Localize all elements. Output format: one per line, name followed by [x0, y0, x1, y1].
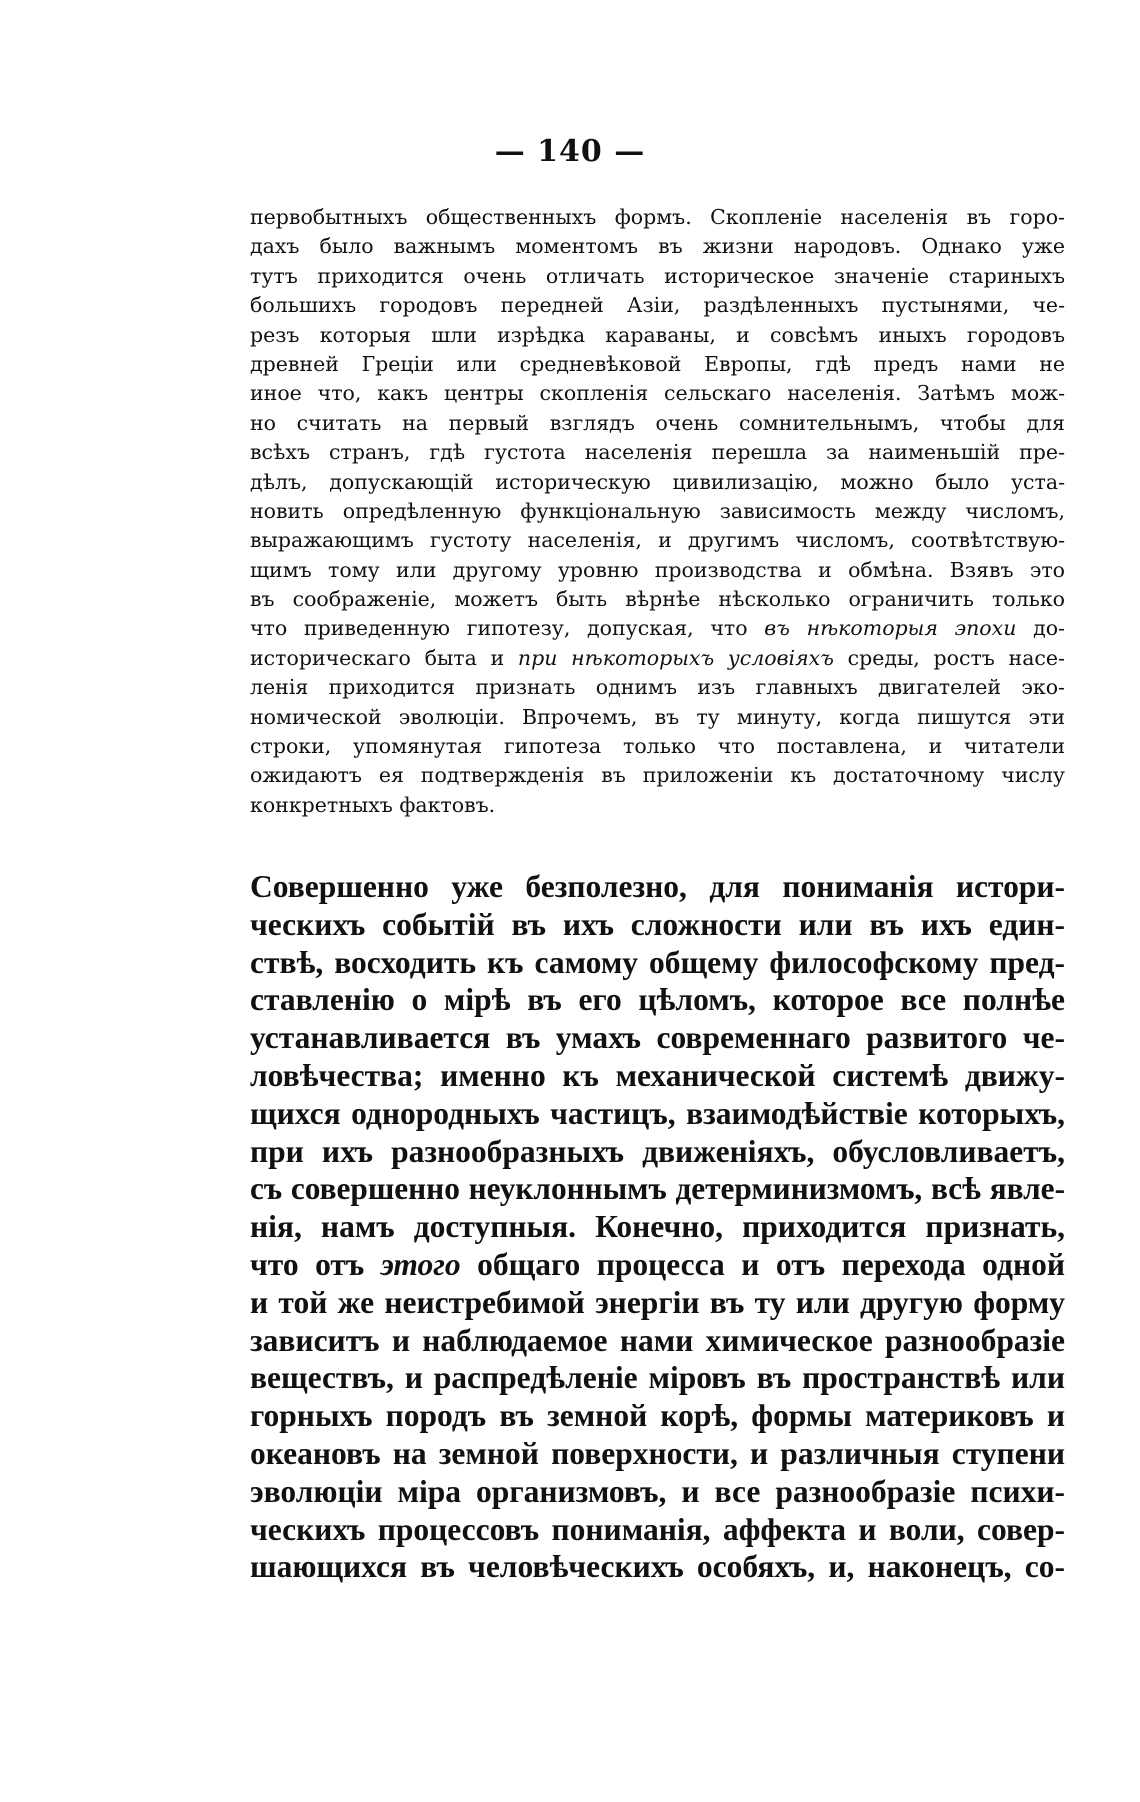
text-line: ставленію о мірѣ въ его цѣломъ, которое все полнѣе — [250, 982, 1065, 1018]
text-line-with-italic — [250, 644, 1065, 673]
text-line-with-italic — [250, 1246, 1065, 1284]
text-line: зависитъ и наблюдаемое нами химическое разнообразіе — [250, 1322, 1065, 1358]
text-line: тутъ приходится очень отличать историческое значеніе стариныхъ — [250, 263, 1065, 288]
text-run: что отъ — [250, 1246, 381, 1282]
text-line: веществъ, и распредѣленіе міровъ въ пространствѣ или — [250, 1360, 1065, 1396]
text-line: съ совершенно неуклоннымъ детерминизмомъ, всѣ явле- — [250, 1171, 1065, 1207]
text-line: ствѣ, восходить къ самому общему философскому пред- — [250, 944, 1065, 980]
text-run: историческаго быта и — [250, 645, 518, 670]
text-line: большихъ городовъ передней Азіи, раздѣленныхъ пустынями, че- — [250, 293, 1065, 318]
italic-emphasis: при нѣкоторыхъ условіяхъ — [517, 645, 834, 670]
text-line: ожидаютъ ея подтвержденія въ приложеніи къ достаточному числу — [250, 763, 1065, 788]
paragraph-small-print — [250, 203, 1065, 820]
text-line: въ соображеніе, можетъ быть вѣрнѣе нѣсколько ограничить только — [250, 587, 1065, 612]
text-run: до- — [1016, 616, 1065, 641]
text-line: конкретныхъ фактовъ. — [250, 792, 496, 817]
text-line: номической эволюціи. Впрочемъ, въ ту минуту, когда пишутся эти — [250, 704, 1065, 729]
page-number: — 140 — — [494, 134, 646, 169]
text-line: но считать на первый взглядъ очень сомнительнымъ, чтобы для — [250, 410, 1065, 435]
text-line: ческихъ процессовъ пониманія, аффекта и воли, совер- — [250, 1511, 1065, 1547]
text-line: выражающимъ густоту населенія, и другимъ числомъ, соотвѣтствую- — [250, 528, 1065, 553]
text-line: щихся однородныхъ частицъ, взаимодѣйствіе которыхъ, — [250, 1095, 1065, 1131]
text-line: горныхъ породъ въ земной корѣ, формы материковъ и — [250, 1398, 1065, 1434]
text-line: первобытныхъ общественныхъ формъ. Скопленіе населенія въ горо- — [250, 205, 1065, 229]
text-line: нія, намъ доступныя. Конечно, приходится признать, — [250, 1209, 1065, 1245]
text-line: иное что, какъ центры скопленія сельскаго населенія. Затѣмъ мож- — [250, 381, 1065, 406]
text-line: щимъ тому или другому уровню производства и обмѣна. Взявъ это — [250, 557, 1065, 582]
text-line: шающихся въ человѣческихъ особяхъ, и, наконецъ, со- — [250, 1549, 1065, 1585]
text-line: Совершенно уже безполезно, для пониманія истори- — [250, 869, 1065, 904]
text-line: древней Греціи или средневѣковой Европы, гдѣ предъ нами не — [250, 351, 1065, 376]
text-line: строки, упомянутая гипотеза только что поставлена, и читатели — [250, 734, 1065, 759]
text-line: резъ которыя шли изрѣдка караваны, и совсѣмъ иныхъ городовъ — [250, 322, 1065, 347]
text-run: среды, ростъ насе- — [833, 645, 1065, 670]
paragraph-large-print — [250, 868, 1065, 1586]
text-line-with-italic — [250, 614, 1065, 643]
text-line: и той же неистребимой энергіи въ ту или другую форму — [250, 1284, 1065, 1320]
italic-emphasis: въ нѣкоторыя эпохи — [764, 616, 1017, 641]
text-line: устанавливается въ умахъ современнаго развитого че- — [250, 1020, 1065, 1056]
text-run: что приведенную гипотезу, допуская, что — [250, 616, 765, 641]
text-line: дѣлъ, допускающій историческую цивилизацію, можно было уста- — [250, 469, 1065, 494]
text-line: океановъ на земной поверхности, и различныя ступени — [250, 1435, 1065, 1471]
text-line: дахъ было важнымъ моментомъ въ жизни народовъ. Однако уже — [250, 234, 1065, 259]
text-line: ловѣчества; именно къ механической системѣ движу- — [250, 1057, 1065, 1093]
italic-emphasis: этого — [380, 1246, 461, 1282]
text-line: новить опредѣленную функціональную зависимость между числомъ, — [250, 498, 1065, 523]
text-line: всѣхъ странъ, гдѣ густота населенія перешла за наименьшій пре- — [250, 440, 1065, 465]
text-line: ческихъ событій въ ихъ сложности или въ ихъ един- — [250, 906, 1065, 942]
text-line: ленія приходится признать однимъ изъ главныхъ двигателей эко- — [250, 675, 1065, 700]
text-line: при ихъ разнообразныхъ движеніяхъ, обусловливаетъ, — [250, 1133, 1065, 1169]
text-run: общаго процесса и отъ перехода одной — [460, 1246, 1065, 1282]
text-line: эволюціи міра организмовъ, и все разнообразіе психи- — [250, 1473, 1065, 1509]
